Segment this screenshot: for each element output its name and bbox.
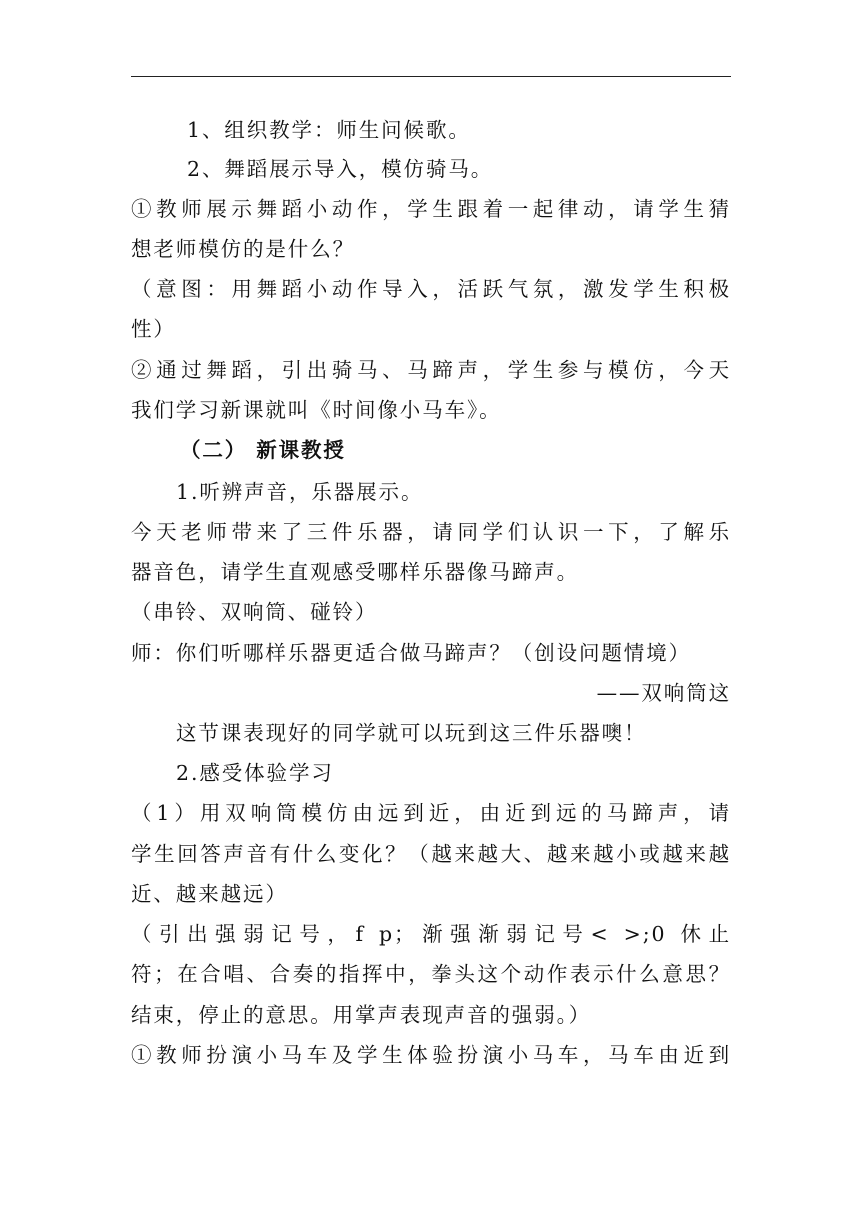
text-line-22: 符；在合唱、合奏的指挥中，拳头这个动作表示什么意思？ xyxy=(131,962,731,986)
text-line-15: ——双响筒这 xyxy=(596,681,731,705)
text-line-19: 学生回答声音有什么变化？（越来越大、越来越小或越来越 xyxy=(131,842,731,866)
text-line-16: 这节课表现好的同学就可以玩到这三件乐器噢！ xyxy=(176,721,647,745)
text-line-11: 今天老师带来了三件乐器，请同学们认识一下，了解乐 xyxy=(131,520,731,544)
text-line-7: ②通过舞蹈，引出骑马、马蹄声，学生参与模仿，今天 xyxy=(131,358,731,382)
text-line-20: 近、越来越远） xyxy=(131,882,288,906)
text-line-23: 结束，停止的意思。用掌声表现声音的强弱。） xyxy=(131,1003,592,1027)
text-line-1: 1、组织教学：师生问候歌。 xyxy=(187,118,471,142)
text-line-17: 2.感受体验学习 xyxy=(176,761,334,785)
text-line-4: 想老师模仿的是什么？ xyxy=(131,237,355,261)
text-line-5: （意图：用舞蹈小动作导入，活跃气氛，激发学生积极 xyxy=(131,277,731,301)
text-line-8: 我们学习新课就叫《时间像小马车》。 xyxy=(131,398,502,422)
text-line-12: 器音色，请学生直观感受哪样乐器像马蹄声。 xyxy=(131,560,579,584)
section-heading: （二） 新课教授 xyxy=(180,438,346,462)
text-line-3: ①教师展示舞蹈小动作，学生跟着一起律动，请学生猜 xyxy=(131,197,731,221)
text-line-24: ①教师扮演小马车及学生体验扮演小马车，马车由近到 xyxy=(131,1043,731,1067)
header-rule xyxy=(131,76,731,77)
text-line-10: 1.听辨声音，乐器展示。 xyxy=(176,480,424,504)
text-line-13: （串铃、双响筒、碰铃） xyxy=(131,600,378,624)
text-line-2: 2、舞蹈展示导入，模仿骑马。 xyxy=(187,157,494,181)
text-line-18: （1）用双响筒模仿由远到近，由近到远的马蹄声，请 xyxy=(131,801,731,825)
text-line-14: 师：你们听哪样乐器更适合做马蹄声？（创设问题情境） xyxy=(131,641,691,665)
text-line-21: （引出强弱记号，f p；渐强渐弱记号< >;0 休止 xyxy=(131,922,731,946)
text-line-6: 性） xyxy=(131,317,176,341)
